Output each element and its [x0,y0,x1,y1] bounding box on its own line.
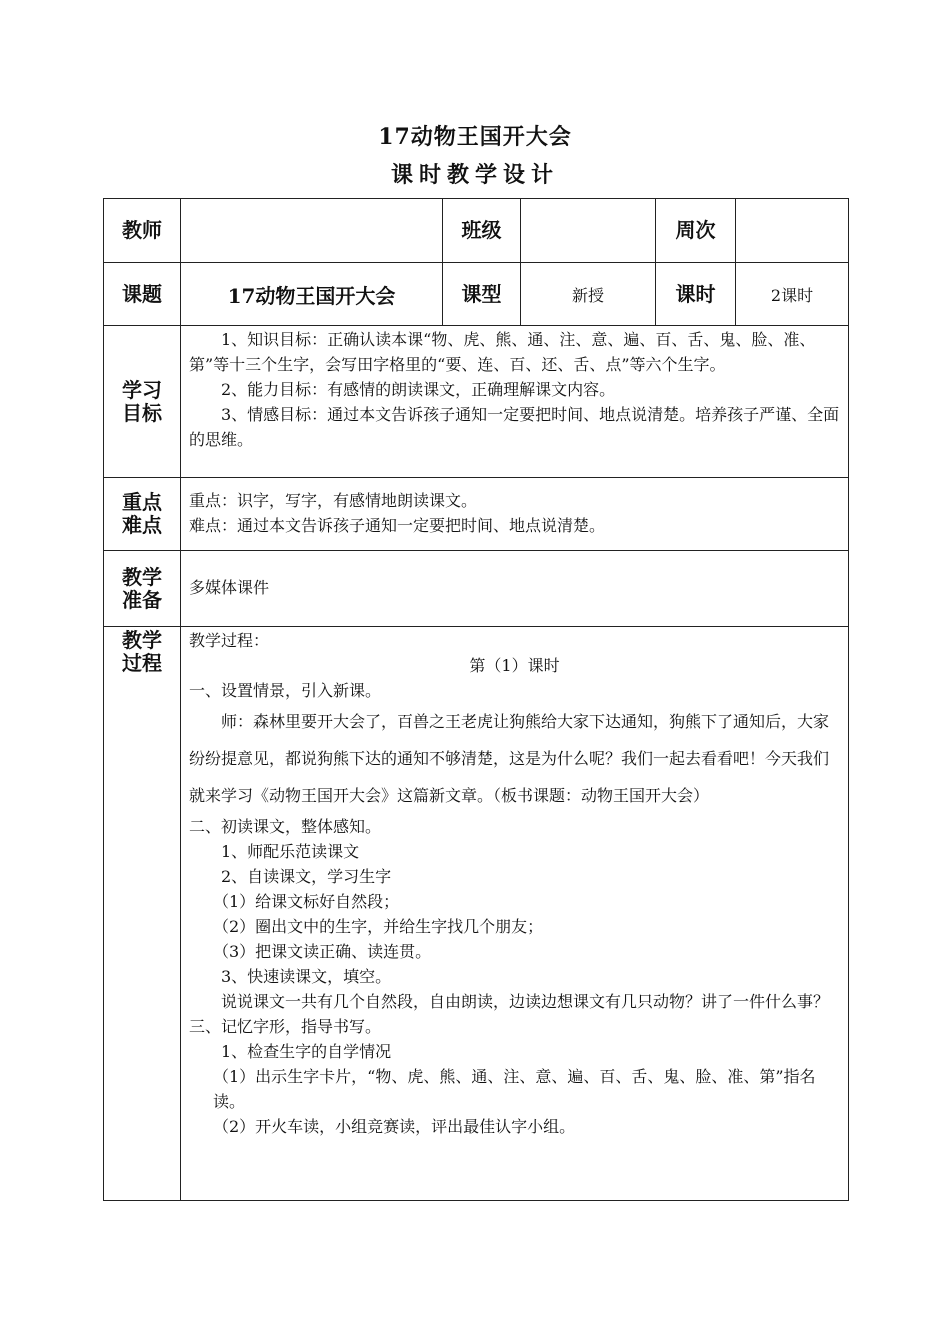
section-2-title: 二、初读课文，整体感知。 [189,817,382,836]
week-label: 周次 [656,199,736,263]
class-label: 班级 [443,199,521,263]
keypoints-row [104,478,849,551]
header-row-teacher [104,199,849,263]
section-3-step-1b: （2）开火车读，小组竞赛读，评出最佳认字小组。 [213,1117,576,1136]
topic-value: 17动物王国开大会 [181,263,443,326]
keypoints-label: 重点 难点 [104,478,181,551]
objective-emotion: 3、情感目标：通过本文告诉孩子通知一定要把时间、地点说清楚。培养孩子严谨、全面的思维。 [189,405,840,449]
objectives-row [104,326,849,478]
section-3-title: 三、记忆字形，指导书写。 [189,1017,382,1036]
process-label: 教学 过程 [104,627,181,1201]
section-2-step-3: 3、快速读课文，填空。 [221,967,392,986]
prep-value: 多媒体课件 [189,578,270,597]
prep-label: 教学 准备 [104,551,181,627]
section-2-step-2b: （2）圈出文中的生字，并给生字找几个朋友； [213,917,544,936]
class-value [521,199,656,263]
hours-value: 2课时 [736,263,849,326]
prep-content [181,551,849,627]
section-3-step-1: 1、检查生字的自学情况 [221,1042,392,1061]
objective-ability: 2、能力目标：有感情的朗读课文，正确理解课文内容。 [221,380,616,399]
type-label: 课型 [443,263,521,326]
keypoints-content [181,478,849,551]
section-2-step-2c: （3）把课文读正确、读连贯。 [213,942,432,961]
type-value: 新授 [521,263,656,326]
teacher-value [181,199,443,263]
objective-knowledge: 1、知识目标：正确认读本课“物、虎、熊、通、注、意、遍、百、舌、鬼、脸、准、第”等十三个生字，会写田字格里的“要、连、百、还、舌、点”等六个生字。 [189,330,816,374]
hours-label: 课时 [656,263,736,326]
objectives-label: 学习 目标 [104,326,181,478]
keypoint-difficulty: 难点：通过本文告诉孩子通知一定要把时间、地点说清楚。 [189,516,606,535]
section-1-paragraph: 师：森林里要开大会了，百兽之王老虎让狗熊给大家下达通知，狗熊下了通知后，大家纷纷提意见，都说狗熊下达的通知不够清楚，这是为什么呢？我们一起去看看吧！今天我们就来学习《动物王国开大会》这篇新文章。（板书课题：动物王国开大会） [189,712,830,805]
lesson-number: 第（1）课时 [469,656,560,675]
keypoint-focus: 重点：识字，写字，有感情地朗读课文。 [189,491,478,510]
section-2-step-3-paragraph: 说说课文一共有几个自然段，自由朗读，边读边想课文有几只动物？讲了一件什么事？ [221,992,830,1011]
process-content [181,627,849,1201]
section-2-step-2: 2、自读课文，学习生字 [221,867,392,886]
section-3-step-1a: （1）出示生字卡片，“物、虎、熊、通、注、意、遍、百、舌、鬼、脸、准、第”指名读。 [213,1067,816,1111]
header-row-topic [104,263,849,326]
document-title: 17动物王国开大会 [378,124,572,150]
section-1-title: 一、设置情景，引入新课。 [189,681,382,700]
objectives-content [181,326,849,478]
process-row [104,627,849,1201]
section-2-step-2a: （1）给课文标好自然段； [213,892,400,911]
prep-row [104,551,849,627]
document-subtitle: 课时教学设计 [390,162,559,188]
section-2-step-1: 1、师配乐范读课文 [221,842,360,861]
lesson-plan-table [103,198,849,1201]
teacher-label: 教师 [104,199,181,263]
week-value [736,199,849,263]
topic-label: 课题 [104,263,181,326]
process-intro: 教学过程： [189,631,270,650]
